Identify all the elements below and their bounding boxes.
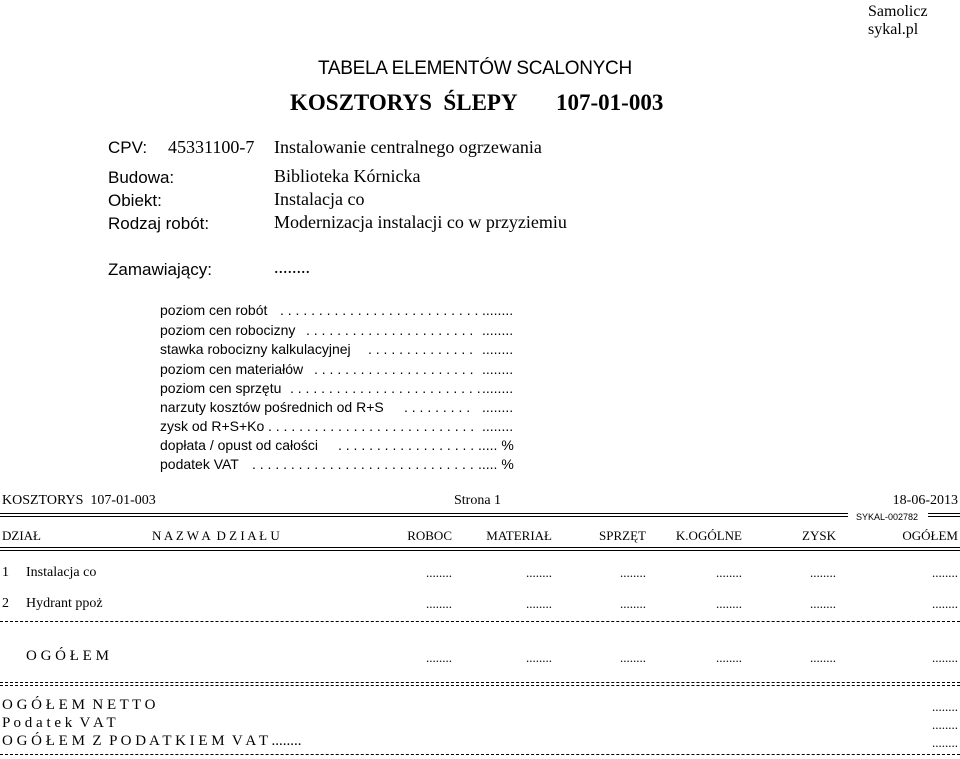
param-label: poziom cen robocizny	[160, 322, 296, 338]
param-value: ........	[482, 399, 514, 415]
param-value: ........	[482, 380, 514, 396]
param-label: poziom cen materiałów	[160, 361, 304, 377]
cpv-description: Instalowanie centralnego ogrzewania	[274, 137, 542, 157]
column-header-material: MATERIAŁ	[486, 528, 552, 543]
page-header-date: 18-06-2013	[892, 493, 958, 508]
param-leader: . . . . . . . . . . . . . . . . . . . . . . . . . .	[280, 302, 479, 318]
param-value: ..... %	[478, 456, 514, 472]
param-value: ........	[482, 322, 514, 338]
param-value: ........	[482, 341, 514, 357]
param-leader: . . . . . . . . . . . . . . . . . . . . .	[314, 361, 474, 377]
cpv-code: 45331100-7	[168, 137, 255, 157]
param-leader: . . . . . . . . . . . . . .	[368, 341, 474, 357]
columns-divider	[0, 547, 960, 551]
column-header-zysk: ZYSK	[802, 528, 836, 543]
page-header-left: KOSZTORYS 107-01-003	[2, 493, 156, 508]
row-value-roboc: ........	[426, 596, 452, 611]
param-label: poziom cen sprzętu	[160, 380, 282, 396]
total-value-sprzet: ........	[620, 650, 646, 665]
param-value: ........	[482, 418, 514, 434]
param-leader: . . . . . . . . . . . . . . . . . . . . . .	[306, 322, 474, 338]
row-value-kogolne: ........	[716, 596, 742, 611]
page-header-center: Strona 1	[454, 493, 502, 508]
param-leader: . . . . . . . . . . . . . . . . . . . . . . . . . . .	[268, 418, 475, 434]
info-label-rodzaj: Rodzaj robót:	[108, 214, 210, 233]
total-value-kogolne: ........	[716, 650, 742, 665]
row-value-material: ........	[526, 565, 552, 580]
column-header-kogolne: K.OGÓLNE	[675, 528, 742, 543]
param-value: ........	[482, 302, 514, 318]
info-label-budowa: Budowa:	[108, 168, 175, 187]
param-label: stawka robocizny kalkulacyjnej	[160, 341, 351, 357]
param-label: dopłata / opust od całości	[160, 437, 318, 453]
corner-label-samolicz: Samolicz	[868, 3, 928, 20]
row-value-roboc: ........	[426, 565, 452, 580]
summary-vat-value: ........	[932, 717, 958, 732]
summary-netto-label: O G Ó Ł E M N E T T O	[2, 697, 156, 713]
param-leader: . . . . . . . . . . . . . . . . . .	[338, 437, 475, 453]
column-header-sprzet: SPRZĘT	[599, 528, 646, 543]
column-header-ogolem: OGÓŁEM	[902, 528, 958, 543]
param-label: poziom cen robót	[160, 302, 268, 318]
document-subtitle: TABELA ELEMENTÓW SCALONYCH	[318, 58, 632, 79]
total-value-material: ........	[526, 650, 552, 665]
info-value-obiekt: Instalacja co	[274, 189, 365, 209]
row-number: 2	[2, 596, 9, 611]
param-leader: . . . . . . . . . . . . . . . . . . . . . . . . .	[290, 380, 481, 396]
total-divider	[0, 682, 960, 686]
row-value-material: ........	[526, 596, 552, 611]
client-value: ........	[274, 257, 310, 277]
summary-netto-value: ........	[932, 699, 958, 714]
info-value-rodzaj: Modernizacja instalacji co w przyziemiu	[274, 212, 567, 232]
rows-divider	[0, 621, 960, 622]
client-label: Zamawiający:	[108, 260, 212, 279]
row-value-ogolem: ........	[932, 596, 958, 611]
row-name: Instalacja co	[26, 565, 97, 580]
cpv-label: CPV:	[108, 138, 148, 157]
info-value-budowa: Biblioteka Kórnicka	[274, 166, 421, 186]
document-number: 107-01-003	[556, 90, 664, 115]
row-value-ogolem: ........	[932, 565, 958, 580]
summary-vat-label: P o d a t e k V A T	[2, 715, 116, 731]
total-label: O G Ó Ł E M	[26, 648, 109, 664]
param-value: ..... %	[478, 437, 514, 453]
summary-gross-value: ........	[932, 735, 958, 750]
row-name: Hydrant ppoż	[26, 596, 103, 611]
total-value-roboc: ........	[426, 650, 452, 665]
header-divider-right	[928, 513, 960, 517]
page-header-code: SYKAL-002782	[856, 512, 919, 522]
param-value: ........	[482, 361, 514, 377]
total-value-ogolem: ........	[932, 650, 958, 665]
param-leader: . . . . . . . . . . . . . . . . . . . . . . . . . . . . .	[252, 456, 474, 472]
row-value-zysk: ........	[810, 596, 836, 611]
param-label: podatek VAT	[160, 456, 239, 472]
total-value-zysk: ........	[810, 650, 836, 665]
column-header-dzial: DZIAŁ	[2, 528, 41, 543]
column-header-nazwa: N A Z W A D Z I A Ł U	[152, 528, 280, 543]
row-value-zysk: ........	[810, 565, 836, 580]
summary-gross-label: O G Ó Ł E M Z P O D A T K I E M V A T ........	[2, 733, 302, 749]
row-value-kogolne: ........	[716, 565, 742, 580]
param-label: zysk od R+S+Ko	[160, 418, 265, 434]
row-number: 1	[2, 565, 9, 580]
row-value-sprzet: ........	[620, 596, 646, 611]
bottom-divider	[0, 754, 960, 755]
header-divider-left	[0, 513, 848, 517]
corner-label-site: sykal.pl	[868, 21, 919, 38]
param-label: narzuty kosztów pośrednich od R+S	[160, 399, 384, 415]
row-value-sprzet: ........	[620, 565, 646, 580]
document-title: KOSZTORYS ŚLEPY	[290, 90, 518, 115]
param-leader: . . . . . . . . .	[404, 399, 471, 415]
info-label-obiekt: Obiekt:	[108, 191, 162, 210]
column-header-roboc: ROBOC	[407, 528, 452, 543]
